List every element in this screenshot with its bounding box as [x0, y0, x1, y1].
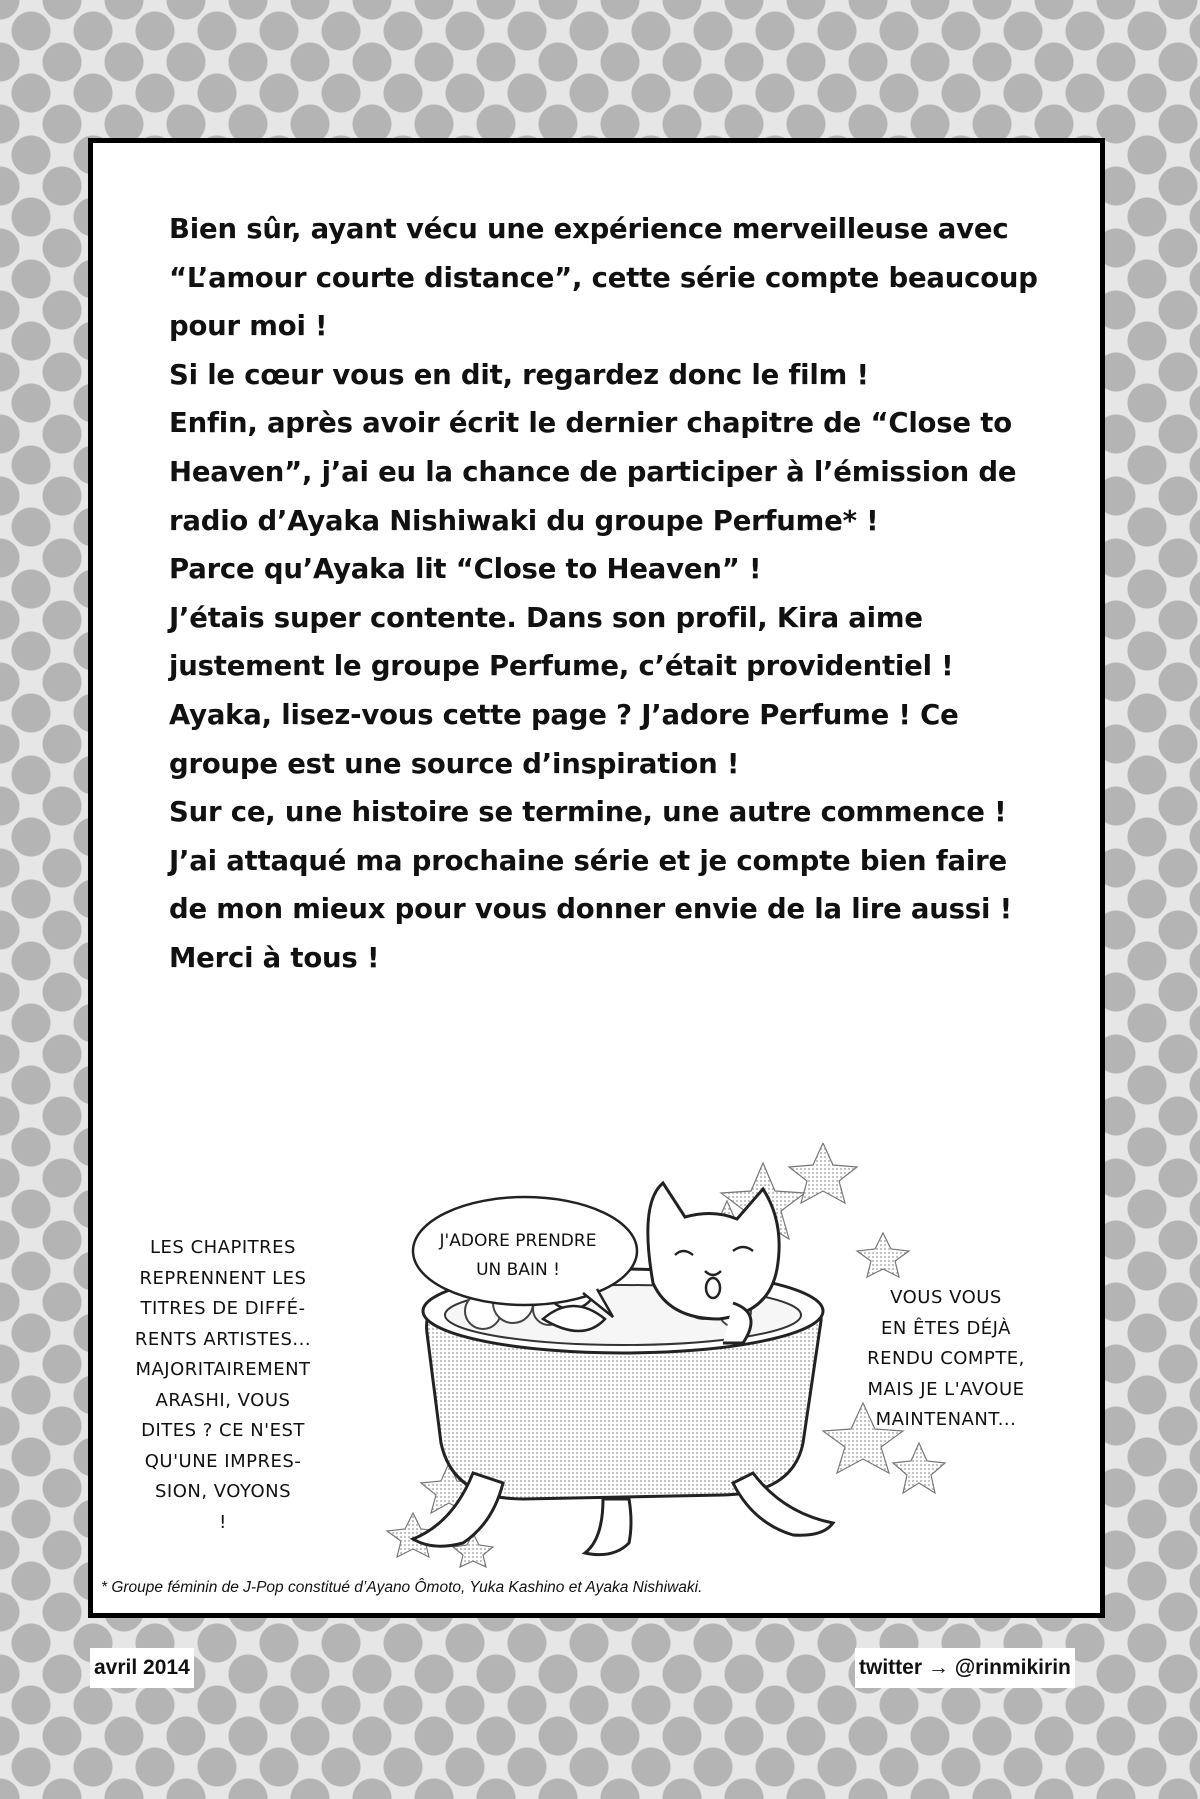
- note-line: ARASHI, VOUS: [155, 1389, 291, 1411]
- letter-line: pour moi !: [169, 310, 328, 343]
- left-side-note: [133, 1233, 313, 1538]
- letter-line: Heaven”, j’ai eu la chance de participer à l’émission de: [169, 455, 1017, 488]
- letter-line: “L’amour courte distance”, cette série compte beaucoup: [169, 261, 1038, 294]
- note-line: EN ÊTES DÉJÀ: [881, 1317, 1011, 1339]
- letter-line: de mon mieux pour vous donner envie de la lire aussi !: [169, 893, 1012, 926]
- note-line: RENTS ARTISTES...: [134, 1328, 312, 1350]
- twitter-handle: @rinmikirin: [954, 1656, 1071, 1679]
- footer-twitter: [855, 1648, 1075, 1688]
- afterword-panel: [88, 138, 1105, 1618]
- letter-line: Sur ce, une histoire se termine, une autre commence !: [169, 796, 1007, 829]
- twitter-label: twitter: [859, 1656, 922, 1679]
- letter-line: Parce qu’Ayaka lit “Close to Heaven” !: [169, 553, 762, 586]
- letter-line: Si le cœur vous en dit, regardez donc le film !: [169, 358, 869, 391]
- letter-line: radio d’Ayaka Nishiwaki du groupe Perfume* !: [169, 504, 879, 537]
- letter-line: Enfin, après avoir écrit le dernier chapitre de “Close to: [169, 407, 1012, 440]
- letter-line: J’étais super contente. Dans son profil, Kira aime: [169, 601, 923, 634]
- note-line: REPRENNENT LES: [139, 1267, 307, 1289]
- note-line: SION, VOYONS: [154, 1481, 292, 1502]
- letter-line: Merci à tous !: [169, 941, 380, 974]
- right-side-note: [861, 1283, 1031, 1436]
- note-line: DITES ? CE N'EST: [141, 1420, 305, 1441]
- footnote: * Groupe féminin de J-Pop constitué d’Ayano Ômoto, Yuka Kashino et Ayaka Nishiwaki.: [101, 1579, 703, 1596]
- letter-line: justement le groupe Perfume, c’était providentiel !: [169, 650, 954, 683]
- letter-line: Ayaka, lisez-vous cette page ? J’adore Perfume ! Ce: [169, 698, 959, 731]
- arrow-right-icon: →: [927, 1656, 949, 1679]
- letter-line: groupe est une source d’inspiration !: [169, 747, 740, 780]
- speech-line: UN BAIN !: [476, 1260, 560, 1280]
- footer-date: avril 2014: [90, 1648, 194, 1688]
- speech-line: J'ADORE PRENDRE: [439, 1231, 597, 1251]
- note-line: MAINTENANT...: [875, 1409, 1017, 1430]
- note-line: QU'UNE IMPRES-: [144, 1450, 302, 1472]
- note-line: MAIS JE L'AVOUE: [867, 1378, 1025, 1400]
- note-line: TITRES DE DIFFÉ-: [140, 1298, 306, 1319]
- note-line: !: [219, 1511, 227, 1533]
- letter-line: Bien sûr, ayant vécu une expérience merveilleuse avec: [169, 213, 1009, 245]
- note-line: MAJORITAIREMENT: [135, 1359, 311, 1380]
- speech-bubble-text: [407, 1227, 629, 1285]
- note-line: VOUS VOUS: [890, 1287, 1002, 1308]
- afterword-letter: [169, 205, 1049, 983]
- note-line: LES CHAPITRES: [150, 1237, 296, 1258]
- letter-line: J’ai attaqué ma prochaine série et je compte bien faire: [169, 844, 1007, 877]
- note-line: RENDU COMPTE,: [867, 1348, 1025, 1369]
